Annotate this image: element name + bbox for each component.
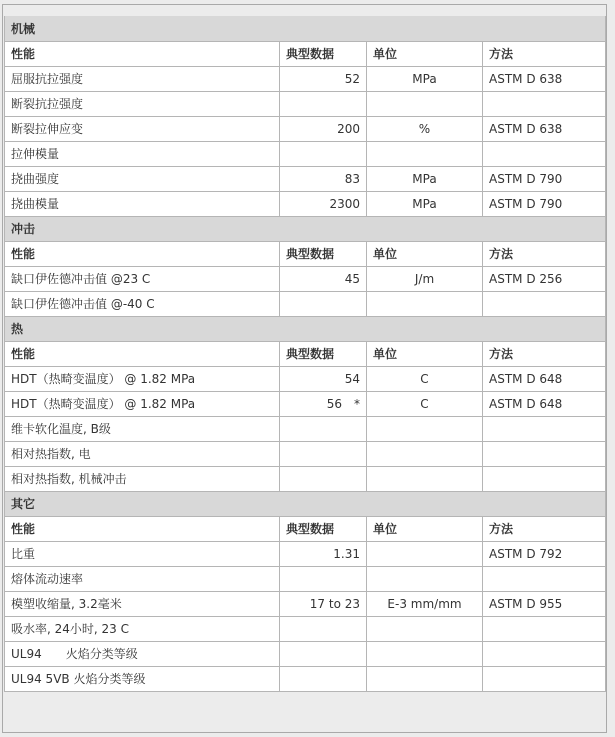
- value-text: 52: [344, 71, 360, 86]
- value-text: 54: [344, 371, 360, 386]
- table-row: [5, 666, 606, 691]
- table-row: [5, 566, 606, 591]
- property-cell: 屈服抗拉强度: [5, 66, 280, 91]
- unit-cell: MPa: [367, 191, 483, 216]
- unit-cell: [367, 91, 483, 116]
- value-cell: [280, 266, 367, 291]
- property-cell: 相对热指数, 电: [5, 441, 280, 466]
- property-cell: 缺口伊佐德冲击值 @-40 C: [5, 291, 280, 316]
- header-method: 方法: [483, 41, 606, 66]
- unit-cell: [367, 541, 483, 566]
- header-property: 性能: [5, 341, 280, 366]
- value-cell: [280, 391, 367, 416]
- table-row: [5, 91, 606, 116]
- property-cell: 挠曲强度: [5, 166, 280, 191]
- header-typical-value: 典型数据: [280, 41, 367, 66]
- unit-cell: [367, 441, 483, 466]
- footnote-marker: *: [354, 396, 360, 411]
- header-unit: 单位: [367, 341, 483, 366]
- method-cell: [483, 666, 606, 691]
- table-row: [5, 441, 606, 466]
- table-row: [5, 541, 606, 566]
- value-cell: [280, 466, 367, 491]
- unit-cell: MPa: [367, 66, 483, 91]
- value-text: 2300: [329, 196, 360, 211]
- unit-cell: C: [367, 366, 483, 391]
- unit-cell: [367, 141, 483, 166]
- property-cell: 熔体流动速率: [5, 566, 280, 591]
- section-title: 其它: [5, 491, 606, 516]
- property-cell: 拉伸模量: [5, 141, 280, 166]
- property-cell: 断裂拉伸应变: [5, 116, 280, 141]
- table-row: [5, 266, 606, 291]
- section-header: [5, 216, 606, 241]
- method-cell: ASTM D 648: [483, 366, 606, 391]
- header-method: 方法: [483, 516, 606, 541]
- properties-table-body: [5, 16, 606, 691]
- column-header-row: [5, 41, 606, 66]
- method-cell: [483, 641, 606, 666]
- property-cell: 缺口伊佐德冲击值 @23 C: [5, 266, 280, 291]
- method-cell: ASTM D 256: [483, 266, 606, 291]
- unit-cell: [367, 641, 483, 666]
- method-cell: ASTM D 638: [483, 66, 606, 91]
- value-cell: [280, 416, 367, 441]
- property-cell: UL94 火焰分类等级: [5, 641, 280, 666]
- unit-cell: C: [367, 391, 483, 416]
- method-cell: ASTM D 790: [483, 191, 606, 216]
- properties-table: [4, 16, 606, 692]
- property-cell: UL94 5VB 火焰分类等级: [5, 666, 280, 691]
- method-cell: [483, 466, 606, 491]
- unit-cell: MPa: [367, 166, 483, 191]
- property-cell: 吸水率, 24小时, 23 C: [5, 616, 280, 641]
- value-text: 1.31: [333, 546, 360, 561]
- property-cell: 相对热指数, 机械冲击: [5, 466, 280, 491]
- method-cell: [483, 141, 606, 166]
- value-cell: [280, 666, 367, 691]
- section-header: [5, 316, 606, 341]
- value-cell: [280, 291, 367, 316]
- column-header-row: [5, 341, 606, 366]
- header-method: 方法: [483, 241, 606, 266]
- header-property: 性能: [5, 41, 280, 66]
- unit-cell: [367, 466, 483, 491]
- unit-cell: %: [367, 116, 483, 141]
- header-unit: 单位: [367, 41, 483, 66]
- value-cell: [280, 616, 367, 641]
- method-cell: ASTM D 648: [483, 391, 606, 416]
- header-typical-value: 典型数据: [280, 241, 367, 266]
- method-cell: ASTM D 792: [483, 541, 606, 566]
- method-cell: ASTM D 955: [483, 591, 606, 616]
- method-cell: ASTM D 790: [483, 166, 606, 191]
- method-cell: ASTM D 638: [483, 116, 606, 141]
- table-row: [5, 616, 606, 641]
- table-row: [5, 116, 606, 141]
- section-title: 机械: [5, 16, 606, 41]
- table-row: [5, 466, 606, 491]
- value-cell: [280, 541, 367, 566]
- section-title: 热: [5, 316, 606, 341]
- header-unit: 单位: [367, 241, 483, 266]
- unit-cell: [367, 416, 483, 441]
- value-cell: [280, 566, 367, 591]
- property-cell: HDT（热畸变温度） @ 1.82 MPa: [5, 366, 280, 391]
- section-header: [5, 491, 606, 516]
- value-text: 56: [326, 396, 342, 411]
- property-cell: 断裂抗拉强度: [5, 91, 280, 116]
- header-property: 性能: [5, 241, 280, 266]
- value-cell: [280, 66, 367, 91]
- table-row: [5, 191, 606, 216]
- method-cell: [483, 566, 606, 591]
- table-row: [5, 366, 606, 391]
- value-cell: [280, 141, 367, 166]
- table-row: [5, 591, 606, 616]
- unit-cell: [367, 666, 483, 691]
- section-title: 冲击: [5, 216, 606, 241]
- method-cell: [483, 616, 606, 641]
- value-cell: [280, 91, 367, 116]
- header-unit: 单位: [367, 516, 483, 541]
- value-cell: [280, 166, 367, 191]
- value-text: 17 to 23: [309, 596, 360, 611]
- value-text: 200: [337, 121, 360, 136]
- value-cell: [280, 116, 367, 141]
- method-cell: [483, 291, 606, 316]
- column-header-row: [5, 241, 606, 266]
- header-typical-value: 典型数据: [280, 516, 367, 541]
- value-cell: [280, 191, 367, 216]
- table-row: [5, 416, 606, 441]
- method-cell: [483, 441, 606, 466]
- value-text: 45: [344, 271, 360, 286]
- table-row: [5, 66, 606, 91]
- property-cell: 挠曲模量: [5, 191, 280, 216]
- unit-cell: [367, 291, 483, 316]
- unit-cell: [367, 616, 483, 641]
- value-text: 83: [344, 171, 360, 186]
- table-row: [5, 141, 606, 166]
- method-cell: [483, 91, 606, 116]
- value-cell: [280, 641, 367, 666]
- value-cell: [280, 441, 367, 466]
- value-cell: [280, 591, 367, 616]
- table-row: [5, 641, 606, 666]
- header-method: 方法: [483, 341, 606, 366]
- header-property: 性能: [5, 516, 280, 541]
- table-row: [5, 166, 606, 191]
- method-cell: [483, 416, 606, 441]
- section-header: [5, 16, 606, 41]
- table-row: [5, 391, 606, 416]
- property-cell: 比重: [5, 541, 280, 566]
- unit-cell: [367, 566, 483, 591]
- property-cell: 模塑收缩量, 3.2毫米: [5, 591, 280, 616]
- unit-cell: J/m: [367, 266, 483, 291]
- column-header-row: [5, 516, 606, 541]
- property-cell: 维卡软化温度, B级: [5, 416, 280, 441]
- table-row: [5, 291, 606, 316]
- value-cell: [280, 366, 367, 391]
- header-typical-value: 典型数据: [280, 341, 367, 366]
- unit-cell: E-3 mm/mm: [367, 591, 483, 616]
- property-cell: HDT（热畸变温度） @ 1.82 MPa: [5, 391, 280, 416]
